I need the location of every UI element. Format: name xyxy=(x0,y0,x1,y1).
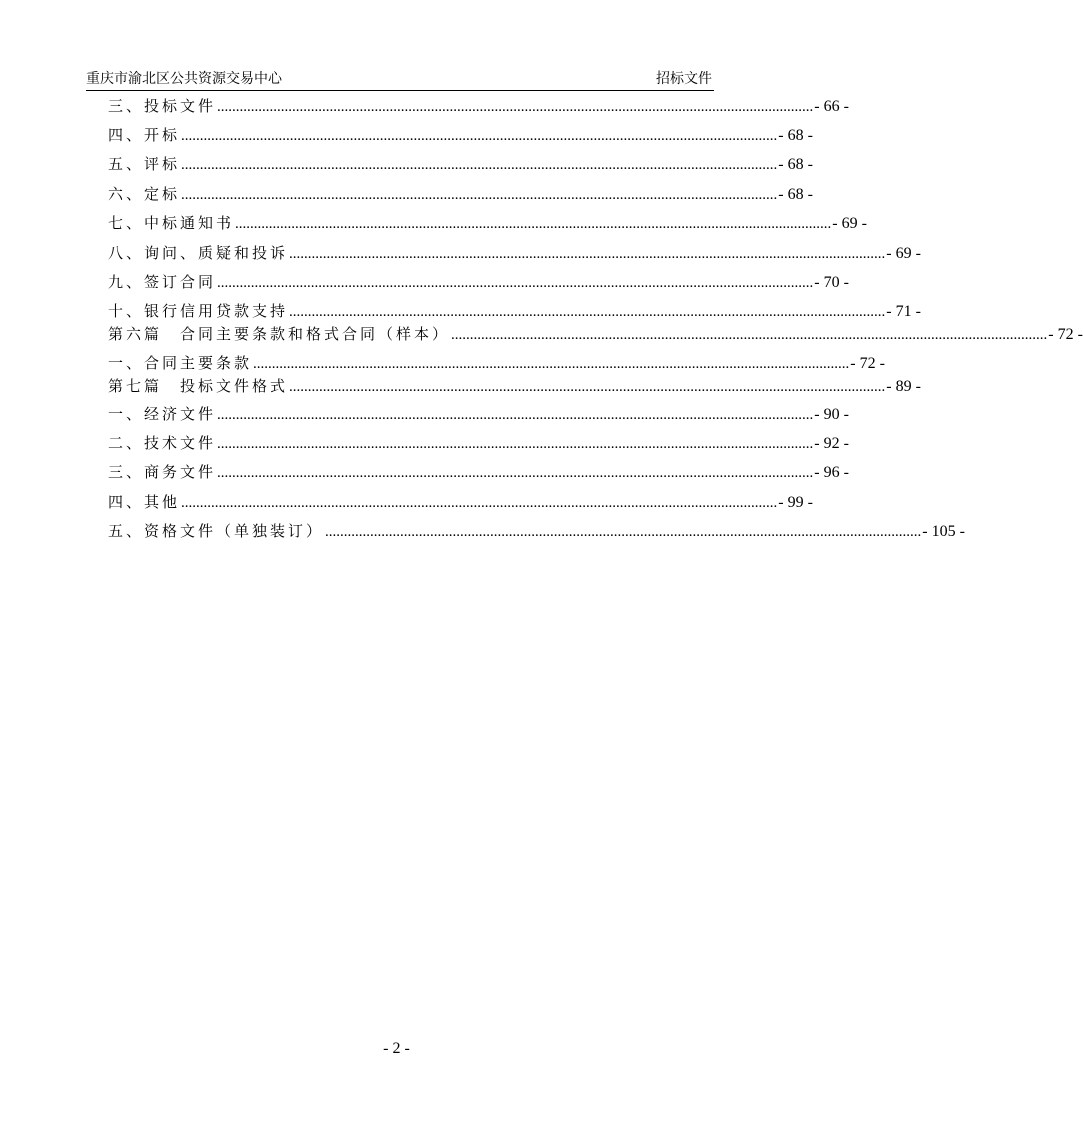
toc-entry[interactable] xyxy=(108,323,1083,345)
toc-entry-page: - 68 - xyxy=(778,127,813,144)
toc-dot-leader: ............................................................................................................................................................... xyxy=(181,187,778,203)
toc-dot-leader: ............................................................................................................................................................... xyxy=(289,246,886,262)
toc-entry-page: - 72 - xyxy=(850,355,885,372)
toc-entry[interactable] xyxy=(108,124,813,146)
toc-entry-page: - 71 - xyxy=(886,303,921,320)
toc-entry[interactable] xyxy=(108,183,813,205)
toc-entry-page: - 66 - xyxy=(814,98,849,115)
toc-entry[interactable] xyxy=(108,375,921,397)
toc-entry[interactable] xyxy=(108,242,921,264)
toc-entry-title: 六、定标 xyxy=(108,185,181,203)
toc-entry-title: 三、投标文件 xyxy=(108,97,217,115)
toc-entry[interactable] xyxy=(108,300,921,322)
toc-dot-leader: ............................................................................................................................................................... xyxy=(235,216,832,232)
toc-entry-page: - 99 - xyxy=(778,494,813,511)
toc-entry-title: 一、经济文件 xyxy=(108,405,217,423)
toc-entry-page: - 70 - xyxy=(814,274,849,291)
toc-dot-leader: ............................................................................................................................................................... xyxy=(217,436,814,452)
toc-entry[interactable] xyxy=(108,520,965,542)
toc-entry-title: 十、银行信用贷款支持 xyxy=(108,302,289,320)
toc-entry-page: - 69 - xyxy=(832,215,867,232)
toc-dot-leader: ............................................................................................................................................................... xyxy=(217,465,814,481)
toc-entry-title: 二、技术文件 xyxy=(108,434,217,452)
toc-entry[interactable] xyxy=(108,432,849,454)
toc-dot-leader: ............................................................................................................................................................... xyxy=(325,524,922,540)
header-document-type: 招标文件 xyxy=(656,71,712,87)
toc-dot-leader: ............................................................................................................................................................... xyxy=(181,157,778,173)
toc-dot-leader: ............................................................................................................................................................... xyxy=(181,495,778,511)
toc-dot-leader: ............................................................................................................................................................... xyxy=(289,304,886,320)
toc-dot-leader: ............................................................................................................................................................... xyxy=(217,275,814,291)
toc-entry[interactable] xyxy=(108,212,867,234)
toc-entry[interactable] xyxy=(108,491,813,513)
toc-dot-leader: ............................................................................................................................................................... xyxy=(253,356,850,372)
toc-entry-page: - 96 - xyxy=(814,464,849,481)
toc-entry[interactable] xyxy=(108,461,849,483)
toc-entry-page: - 68 - xyxy=(778,156,813,173)
toc-entry-title: 第七篇 投标文件格式 xyxy=(108,377,289,395)
toc-entry[interactable] xyxy=(108,403,849,425)
toc-dot-leader: ............................................................................................................................................................... xyxy=(217,407,814,423)
toc-dot-leader: ............................................................................................................................................................... xyxy=(289,379,886,395)
toc-entry-title: 第六篇 合同主要条款和格式合同（样本） xyxy=(108,325,451,343)
toc-dot-leader: ............................................................................................................................................................... xyxy=(181,128,778,144)
toc-entry-title: 三、商务文件 xyxy=(108,463,217,481)
toc-entry-page: - 90 - xyxy=(814,406,849,423)
toc-entry-title: 五、资格文件（单独装订） xyxy=(108,522,325,540)
toc-entry-title: 五、评标 xyxy=(108,155,181,173)
toc-entry[interactable] xyxy=(108,153,813,175)
toc-entry-page: - 105 - xyxy=(922,523,965,540)
toc-dot-leader: ............................................................................................................................................................... xyxy=(217,99,814,115)
toc-entry-title: 七、中标通知书 xyxy=(108,214,235,232)
toc-dot-leader: ............................................................................................................................................................... xyxy=(451,327,1048,343)
toc-entry-page: - 72 - xyxy=(1048,326,1083,343)
toc-entry[interactable] xyxy=(108,271,849,293)
toc-entry-title: 一、合同主要条款 xyxy=(108,354,253,372)
toc-entry[interactable] xyxy=(108,95,849,117)
toc-entry[interactable] xyxy=(108,352,885,374)
toc-entry-title: 四、开标 xyxy=(108,126,181,144)
header-organization: 重庆市渝北区公共资源交易中心 xyxy=(86,71,282,87)
toc-entry-page: - 92 - xyxy=(814,435,849,452)
page-number: - 2 - xyxy=(383,1040,410,1057)
toc-entry-page: - 89 - xyxy=(886,378,921,395)
toc-entry-title: 八、询问、质疑和投诉 xyxy=(108,244,289,262)
toc-entry-title: 九、签订合同 xyxy=(108,273,217,291)
toc-entry-title: 四、其他 xyxy=(108,493,181,511)
page-header xyxy=(86,66,714,91)
toc-entry-page: - 69 - xyxy=(886,245,921,262)
toc-entry-page: - 68 - xyxy=(778,186,813,203)
